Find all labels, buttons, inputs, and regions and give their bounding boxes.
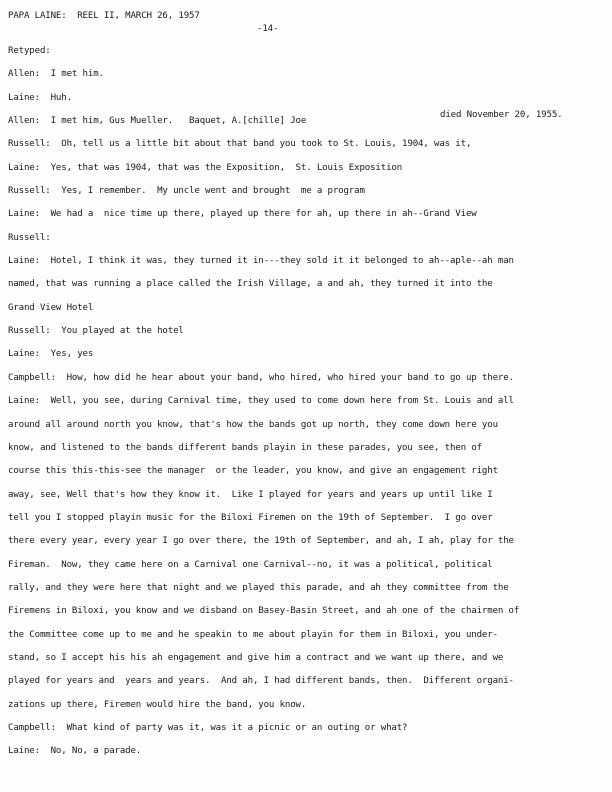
transcript-line: Firemens in Biloxi, you know and we disband on Basey-Basin Street, and ah one of the chairmen of	[8, 606, 520, 617]
transcript-line: named, that was running a place called the Irish Village, a and ah, they turned it into the	[8, 279, 493, 290]
transcript-body	[8, 40, 604, 764]
death-annotation: died November 20, 1955.	[440, 110, 563, 120]
transcript-line: Russell:	[8, 232, 51, 243]
transcript-line: Laine: We had a nice time up there, played up there for ah, up there in ah--Grand View	[8, 209, 477, 220]
transcript-line: Laine: No, No, a parade.	[8, 746, 142, 757]
transcript-line: Fireman. Now, they came here on a Carnival one Carnival--no, it was a political, political	[8, 559, 493, 570]
transcript-line: around all around north you know, that's how the bands got up north, they come down here you	[8, 419, 498, 430]
transcript-line: Grand View Hotel	[8, 302, 94, 313]
transcript-line: course this this-this-see the manager or the leader, you know, and give an engagement right	[8, 466, 498, 477]
transcript-line: Allen: I met him.	[8, 69, 104, 80]
transcript-line: Russell: Oh, tell us a little bit about that band you took to St. Louis, 1904, was it,	[8, 139, 472, 150]
transcript-line: Campbell: What kind of party was it, was it a picnic or an outing or what?	[8, 722, 408, 733]
transcript-line: zations up there, Firemen would hire the band, you know.	[8, 699, 307, 710]
transcript-line: Laine: Yes, that was 1904, that was the Exposition, St. Louis Exposition	[8, 162, 403, 173]
transcript-line: tell you I stopped playin music for the Biloxi Firemen on the 19th of September. I go over	[8, 512, 493, 523]
transcript-line: Allen: I met him, Gus Mueller. Baquet, A.[chille] Joe	[8, 116, 307, 127]
transcript-line: Laine: Huh.	[8, 92, 72, 103]
page-number: -14-	[257, 24, 279, 34]
transcript-line: there every year, every year I go over there, the 19th of September, and ah, I ah, play for the	[8, 536, 514, 547]
transcript-line: Russell: You played at the hotel	[8, 326, 184, 337]
transcript-line: Laine: Well, you see, during Carnival time, they used to come down here from St. Louis and all	[8, 396, 514, 407]
transcript-line: Campbell: How, how did he hear about your band, who hired, who hired your band to go up there.	[8, 372, 514, 383]
transcript-line: played for years and years and years. And ah, I had different bands, then. Different organi-	[8, 676, 514, 687]
transcript-line: stand, so I accept his his ah engagement and give him a contract and we want up there, and we	[8, 652, 504, 663]
transcript-line: away, see, Well that's how they know it. Like I played for years and years up until like I	[8, 489, 493, 500]
transcript-line: Laine: Hotel, I think it was, they turned it in---they sold it it belonged to ah--aple--ah man	[8, 256, 514, 267]
transcript-line: Russell: Yes, I remember. My uncle went and brought me a program	[8, 186, 365, 197]
transcript-line: Laine: Yes, yes	[8, 349, 94, 360]
transcript-line: Retyped:	[8, 46, 51, 56]
transcript-line: know, and listened to the bands different bands playin in these parades, you see, then of	[8, 442, 482, 453]
transcript-line: the Committee come up to me and he speakin to me about playin for them in Biloxi, you under-	[8, 629, 498, 640]
page-header: PAPA LAINE: REEL II, MARCH 26, 1957	[8, 11, 200, 21]
transcript-line: rally, and they were here that night and we played this parade, and ah they committee from the	[8, 582, 509, 593]
